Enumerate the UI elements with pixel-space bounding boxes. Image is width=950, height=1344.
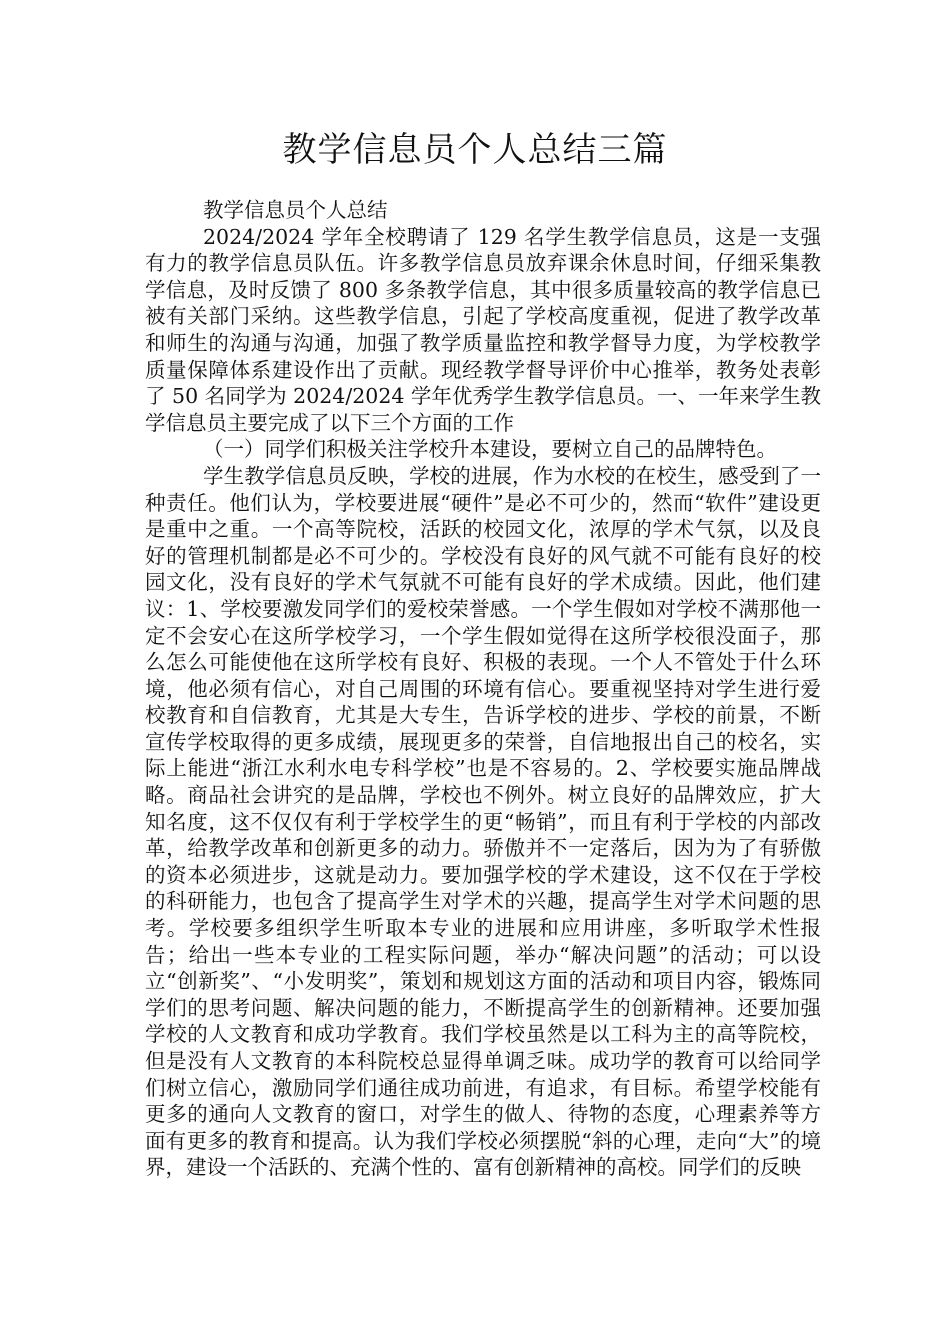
body-paragraph-3: 学生教学信息员反映，学校的进展，作为水校的在校生，感受到了一种责任。他们认为，学校要进展“硬件”是必不可少的，然而“软件”建设更是重中之重。一个高等院校，活跃的校园文化，浓厚的学术气氛，以及良好的管理机制都是必不可少的。学校没有良好的风气就不可能有良好的校园文化，没有良好的学术气氛就不可能有良好的学术成绩。因此，他们建议：1、学校要激发同学们的爱校荣誉感。一个学生假如对学校不满那他一定不会安心在这所学校学习，一个学生假如觉得在这所学校很没面子，那么怎么可能使他在这所学校有良好、积极的表现。一个人不管处于什么环境，他必须有信心，对自己周围的环境有信心。要重视坚持对学生进行爱校教育和自信教育，尤其是大专生，告诉学校的进步、学校的前景，不断宣传学校取得的更多成绩，展现更多的荣誉，自信地报出自己的校名，实际上能进“浙江水利水电专科学校”也是不容易的。2、学校要实施品牌战略。商品社会讲究的是品牌，学校也不例外。树立良好的品牌效应，扩大知名度，这不仅仅有利于学校学生的更“畅销”，而且有利于学校的内部改革，给教学改革和创新更多的动力。骄傲并不一定落后，因为为了有骄傲的资本必须进步，这就是动力。要加强学校的学术建设，这不仅在于学校的科研能力，也包含了提高学生对学术的兴趣，提高学生对学术问题的思考。学校要多组织学生听取本专业的进展和应用讲座，多听取学术性报告；给出一些本专业的工程实际问题，举办“解决问题”的活动；可以设立“创新奖”、“小发明奖”，策划和规划这方面的活动和项目内容，锻炼同学们的思考问题、解决问题的能力，不断提高学生的创新精神。还要加强学校的人文教育和成功学教育。我们学校虽然是以工科为主的高等院校，但是没有人文教育的本科院校总显得单调乏味。成功学的教育可以给同学们树立信心，激励同学们通往成功前进，有追求，有目标。希望学校能有更多的通向人文教育的窗口，对学生的做人、待物的态度，心理素养等方面有更多的教育和提高。认为我们学校必须摆脱“斜的心理，走向“大”的境界，建设一个活跃的、充满个性的、富有创新精神的高校。同学们的反映 <box>145 463 821 1180</box>
body-paragraph-1: 2024/2024 学年全校聘请了 129 名学生教学信息员，这是一支强有力的教学信息员队伍。许多教学信息员放弃课余休息时间，仔细采集教学信息，及时反馈了 800 多条教学信息，其中很多质量较高的教学信息已被有关部门采纳。这些教学信息，引起了学校高度重视，促进了教学改革和师生的沟通与沟通，加强了教学质量监控和教学督导力度，为学校教学质量保障体系建设作出了贡献。现经教学督导评价中心推举，教务处表彰了 50 名同学为 2024/2024 学年优秀学生教学信息员。一、一年来学生教学信息员主要完成了以下三个方面的工作 <box>145 224 821 435</box>
body-paragraph-2: （一）同学们积极关注学校升本建设，要树立自己的品牌特色。 <box>203 437 777 462</box>
section-heading: 教学信息员个人总结 <box>203 198 388 222</box>
document-body <box>145 197 821 1181</box>
document-title: 教学信息员个人总结三篇 <box>282 130 668 170</box>
